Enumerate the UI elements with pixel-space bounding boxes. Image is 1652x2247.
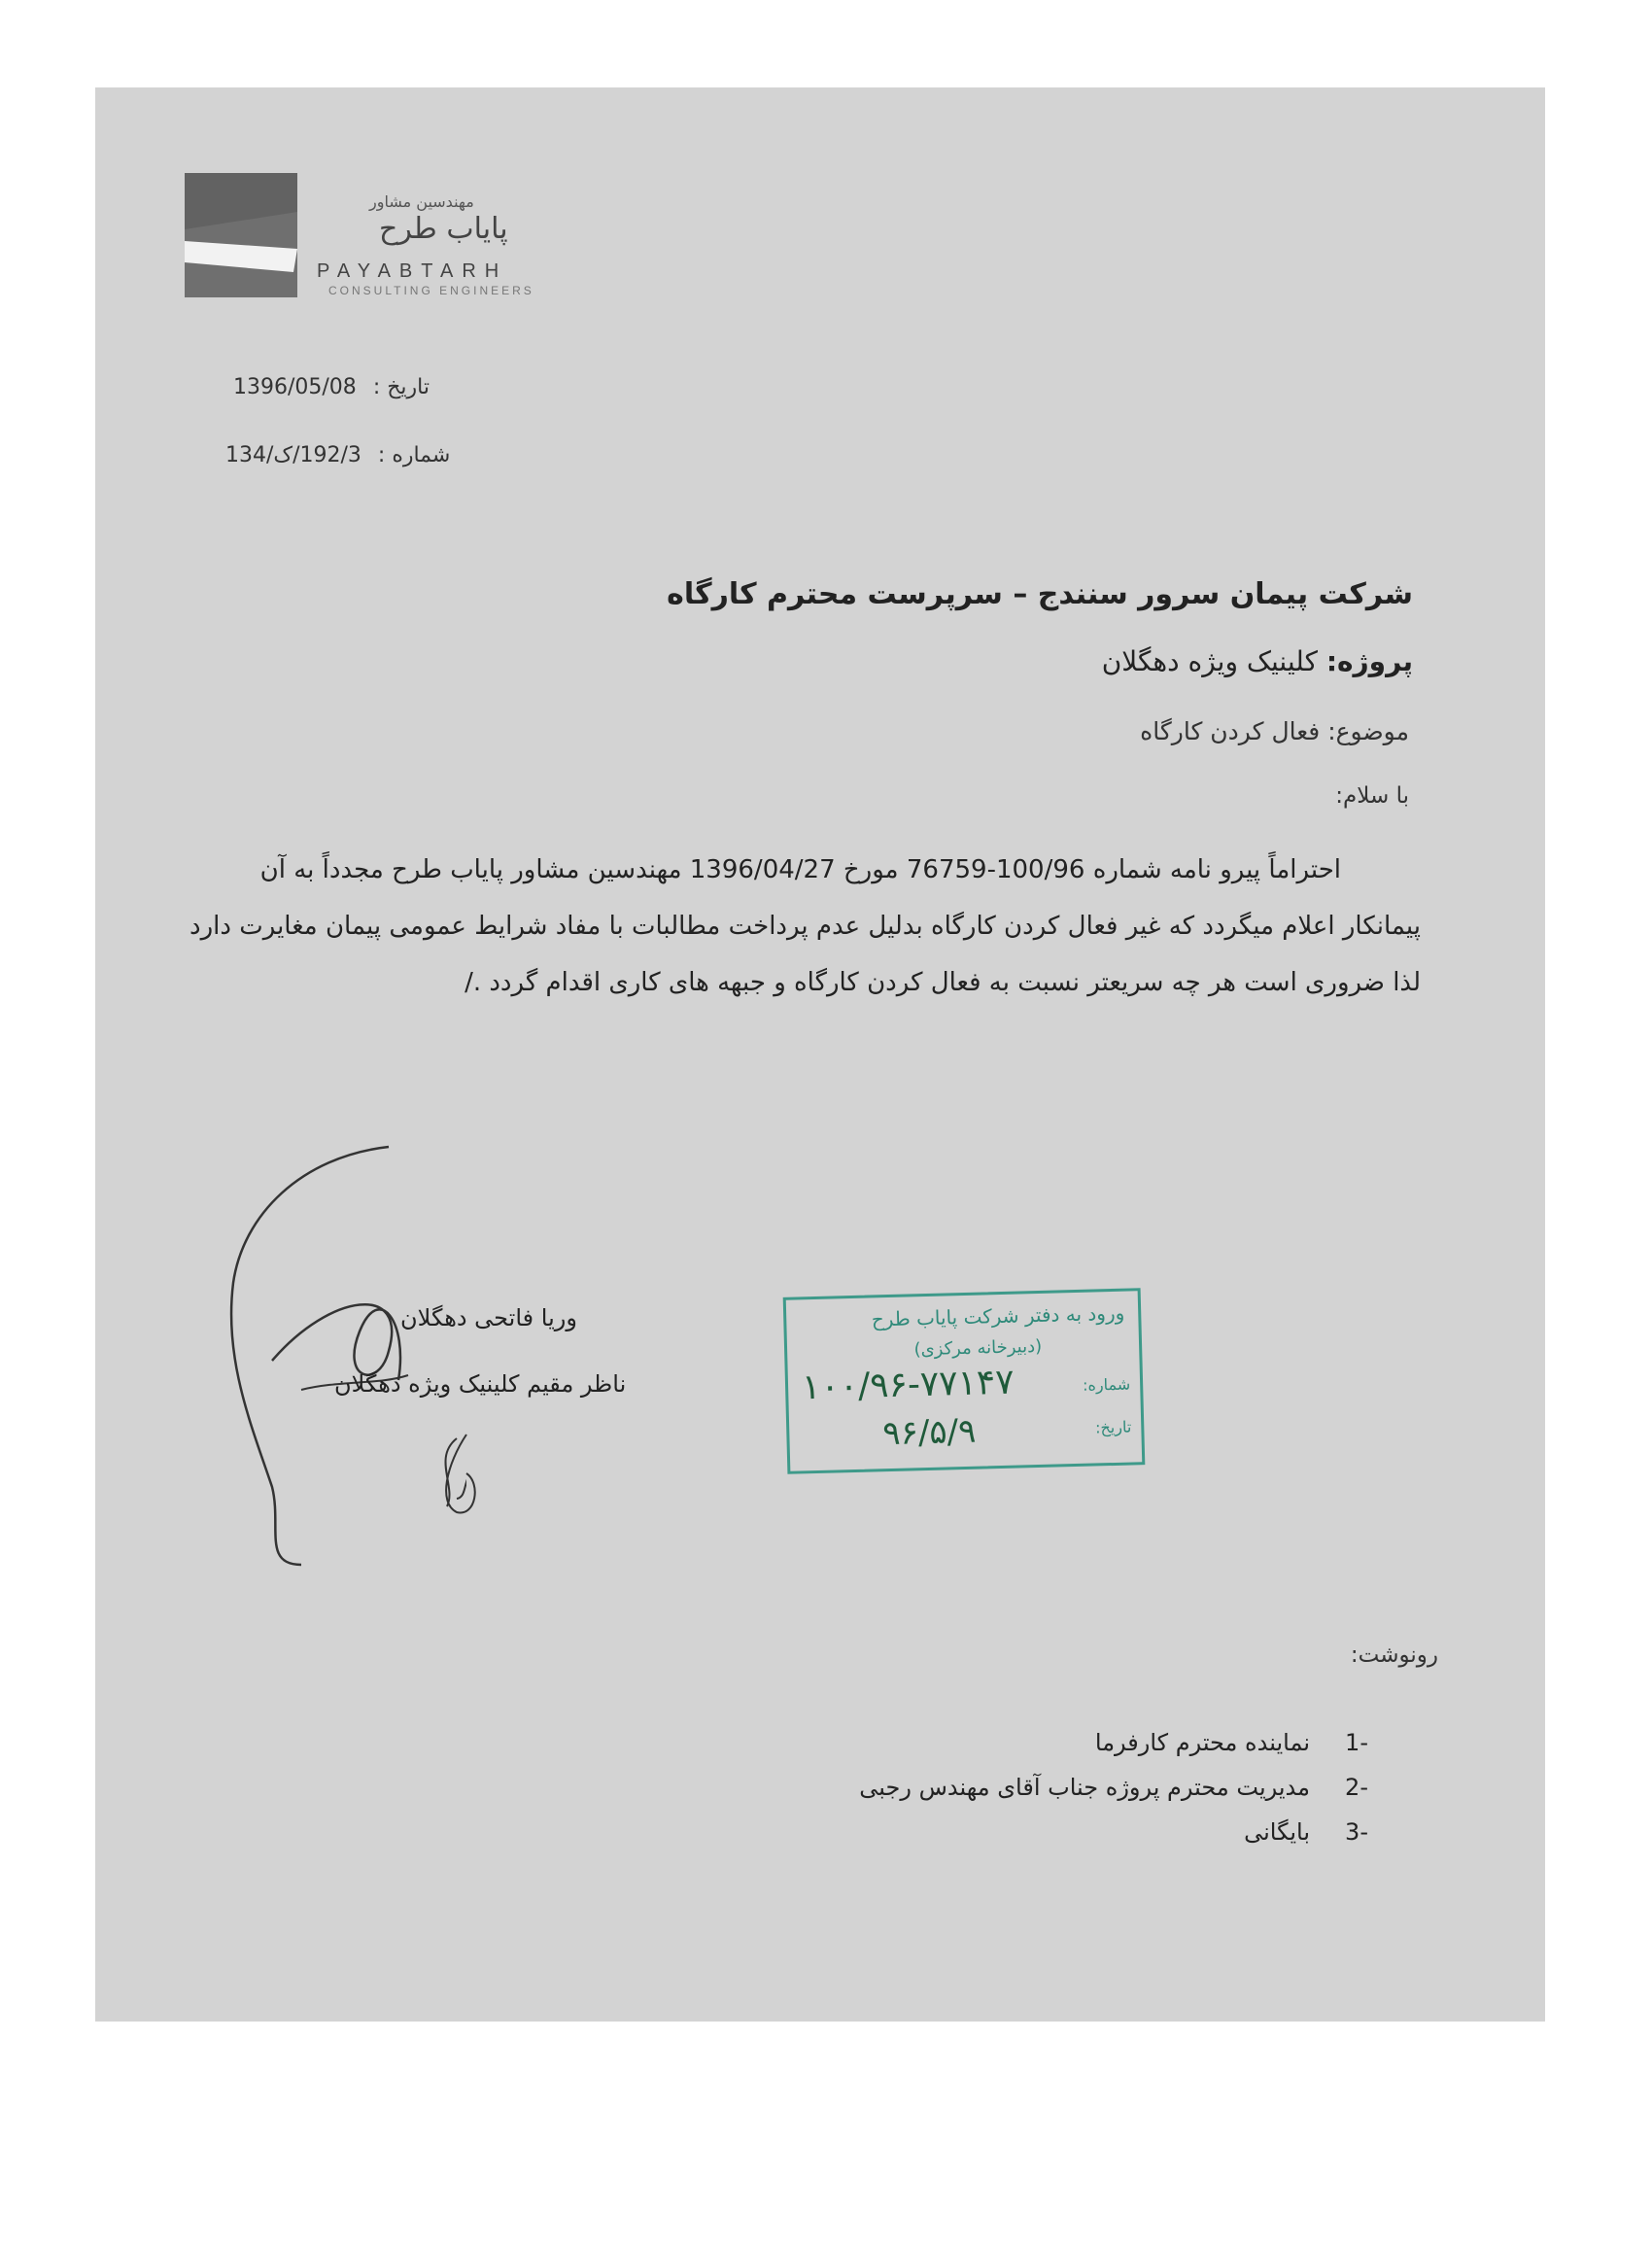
subject-label: موضوع: bbox=[1327, 717, 1409, 745]
letter-body bbox=[173, 842, 1421, 1011]
greeting: با سلام: bbox=[1335, 783, 1409, 809]
company-name-fa: پایاب طرح bbox=[379, 212, 508, 246]
initials-scribble bbox=[437, 1425, 496, 1522]
project-line bbox=[1102, 645, 1413, 677]
cc-item bbox=[859, 1765, 1368, 1810]
body-paragraph-3: لذا ضروری است هر چه سریعتر نسبت به فعال کردن کارگاه و جبهه های کاری اقدام گردد ./ bbox=[465, 968, 1421, 997]
stamp-date-value: ۹۶/۵/۹ bbox=[881, 1411, 977, 1454]
letter-number bbox=[225, 443, 450, 467]
stamp-number-value: ۱۰۰/۹۶-۷۷۱۴۷ bbox=[801, 1362, 1015, 1408]
stamp-date-label: تاریخ: bbox=[1094, 1417, 1132, 1437]
cc-item-number: -1 bbox=[1345, 1729, 1368, 1756]
stamp-subtitle: (دبیرخانه مرکزی) bbox=[913, 1335, 1043, 1361]
date-value: 1396/05/08 bbox=[233, 375, 357, 399]
cc-item bbox=[859, 1720, 1368, 1765]
company-tagline: CONSULTING ENGINEERS bbox=[328, 284, 534, 297]
subject-value: فعال کردن کارگاه bbox=[1140, 717, 1321, 745]
project-value: کلینیک ویژه دهگلان bbox=[1101, 645, 1318, 677]
cc-title: رونوشت: bbox=[1350, 1642, 1438, 1668]
cc-item-text: نماینده محترم کارفرما bbox=[1094, 1729, 1310, 1756]
company-logo-mark bbox=[185, 173, 297, 297]
signatory-name: وریا فاتحی دهگلان bbox=[400, 1304, 577, 1331]
addressee: شرکت پیمان سرور سنندج – سرپرست محترم کارگاه bbox=[667, 577, 1413, 611]
handwritten-signature bbox=[214, 1137, 466, 1584]
cc-item-number: -3 bbox=[1345, 1818, 1368, 1846]
cc-item-text: مدیریت محترم پروژه جناب آقای مهندس رجبی bbox=[859, 1774, 1310, 1801]
subject-line bbox=[1140, 717, 1409, 745]
letter-date bbox=[233, 375, 430, 399]
stamp-number-label: شماره: bbox=[1082, 1374, 1131, 1395]
body-paragraph-1: احتراماً پیرو نامه شماره 100/96-76759 مورخ 1396/04/27 مهندسین مشاور پایاب طرح مجدداً به آن bbox=[259, 855, 1341, 884]
number-label: شماره : bbox=[377, 443, 451, 467]
date-label: تاریخ : bbox=[372, 375, 430, 399]
company-name-en: PAYABTARH bbox=[317, 260, 508, 282]
cc-item bbox=[859, 1810, 1368, 1854]
cc-item-text: بایگانی bbox=[1244, 1818, 1310, 1846]
number-value: 192/3/ک/134 bbox=[225, 443, 361, 467]
registration-stamp bbox=[783, 1288, 1146, 1474]
signatory-title: ناظر مقیم کلینیک ویژه دهگلان bbox=[334, 1370, 627, 1398]
cc-list bbox=[859, 1720, 1368, 1854]
company-name-small: مهندسین مشاور bbox=[369, 192, 474, 211]
project-label: پروژه: bbox=[1325, 645, 1413, 677]
cc-item-number: -2 bbox=[1345, 1774, 1368, 1801]
stamp-title: ورود به دفتر شرکت پایاب طرح bbox=[871, 1300, 1125, 1331]
body-paragraph-2: پیمانکار اعلام میگردد که غیر فعال کردن کارگاه بدلیل عدم پرداخت مطالبات با مفاد شرایط عمومی پیمان مغایرت دارد bbox=[189, 912, 1421, 941]
